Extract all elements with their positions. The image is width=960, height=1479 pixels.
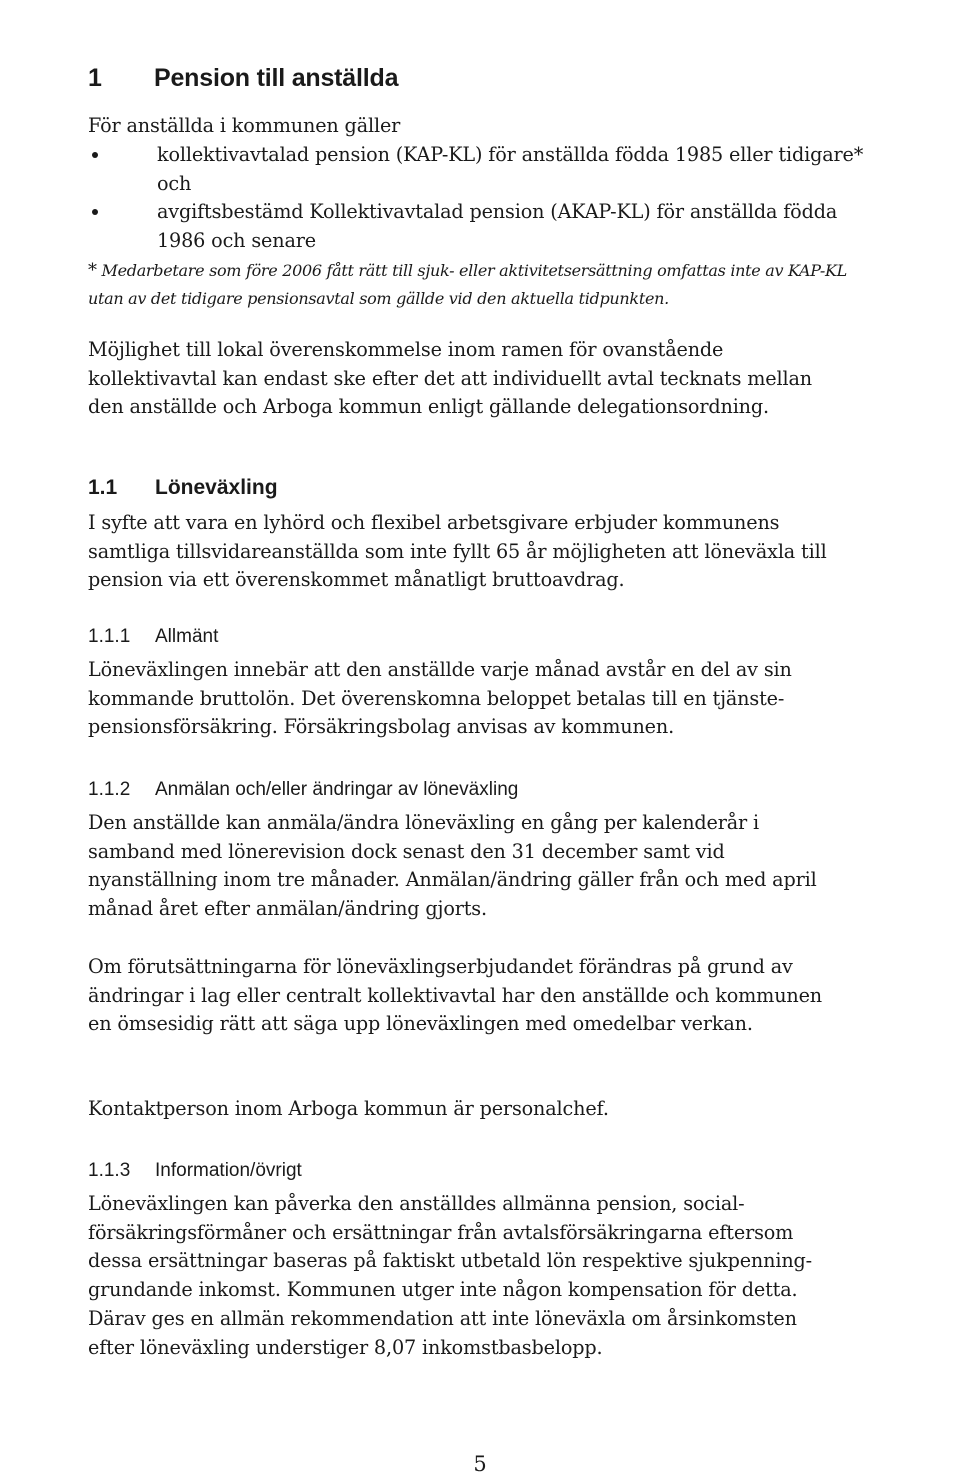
section-title: Anmälan och/eller ändringar av löneväxling <box>155 779 519 800</box>
section-number: 1.1 <box>88 476 118 499</box>
bullet-icon <box>92 209 98 215</box>
uppsagning-paragraph: Om förutsättningarna för löneväxlingserbjudandet förändras på grund av ändringar i lag eller centralt kollektivavtal har den anställde och kommunen en ömsesidig rätt att säga upp löneväxlingen med omedelbar verkan. <box>88 955 823 1036</box>
bullet-list <box>88 141 868 256</box>
delegation-paragraph: Möjlighet till lokal överenskommelse inom ramen för ovanstående kollektivavtal kan endast ske efter det att individuellt avtal tecknats mellan den anställde och Arboga kommun enligt gällande delegationsordning. <box>88 338 812 419</box>
list-item-text: avgiftsbestämd Kollektivavtalad pension (AKAP-KL) för anställda födda 1986 och senare <box>157 200 838 253</box>
loneväxling-paragraph: I syfte att vara en lyhörd och flexibel arbetsgivare erbjuder kommunens samtliga tillsvidareanställda som inte fyllt 65 år möjligheten att löneväxla till pension via ett överenskommet månatligt bruttoavdrag. <box>88 511 827 592</box>
anmalan-paragraph: Den anställde kan anmäla/ändra löneväxling en gång per kalenderår i samband med lönerevision dock senast den 31 december samt vid nyanställning inom tre månader. Anmälan/ändring gäller från och med april månad året efter anmälan/ändring gjorts. <box>88 811 817 921</box>
section-1-1-3-heading <box>88 1160 302 1182</box>
list-item-text: kollektivavtalad pension (KAP-KL) för anställda födda 1985 eller tidigare* och <box>157 143 864 195</box>
footnote <box>88 257 868 313</box>
section-number: 1.1.1 <box>88 626 131 647</box>
bullet-icon <box>92 152 98 158</box>
information-paragraph: Löneväxlingen kan påverka den anställdes allmänna pension, social-försäkringsförmåner och ersättningar från avtalsförsäkringarna eftersom dessa ersättningar baseras på faktiskt utbetald lön respektive sjukpenning-grundande inkomst. Kommunen utger inte någon kompensation för detta. Därav ges en allmän rekommendation att inte löneväxla om årsinkomsten efter löneväxling understiger 8,07 inkomstbasbelopp. <box>88 1192 812 1359</box>
list-item <box>88 198 868 255</box>
section-number: 1 <box>88 64 102 92</box>
intro-text: För anställda i kommunen gäller <box>88 114 401 137</box>
page-number: 5 <box>473 1452 487 1476</box>
section-1-1-1-heading <box>88 626 218 648</box>
kontaktperson-paragraph: Kontaktperson inom Arboga kommun är personalchef. <box>88 1097 609 1120</box>
section-1-1-2-heading <box>88 779 518 801</box>
list-item <box>88 141 868 198</box>
section-1-1-heading <box>88 476 278 500</box>
section-title: Pension till anställda <box>154 64 399 92</box>
footnote-text: Medarbetare som före 2006 fått rätt till sjuk- eller aktivitetsersättning omfattas inte av KAP-KL utan av det tidigare pensionsavtal som gällde vid den aktuella tidpunkten. <box>88 261 847 308</box>
section-number: 1.1.3 <box>88 1160 131 1181</box>
section-title: Allmänt <box>155 626 219 647</box>
section-1-heading <box>88 64 398 93</box>
section-title: Information/övrigt <box>155 1160 302 1181</box>
footnote-marker: * <box>88 260 97 281</box>
allmant-paragraph: Löneväxlingen innebär att den anställde varje månad avstår en del av sin kommande bruttolön. Det överenskomna beloppet betalas till en tjänste-pensionsförsäkring. Försäkringsbolag anvisas av kommunen. <box>88 658 792 739</box>
section-number: 1.1.2 <box>88 779 131 800</box>
section-title: Löneväxling <box>155 476 278 499</box>
